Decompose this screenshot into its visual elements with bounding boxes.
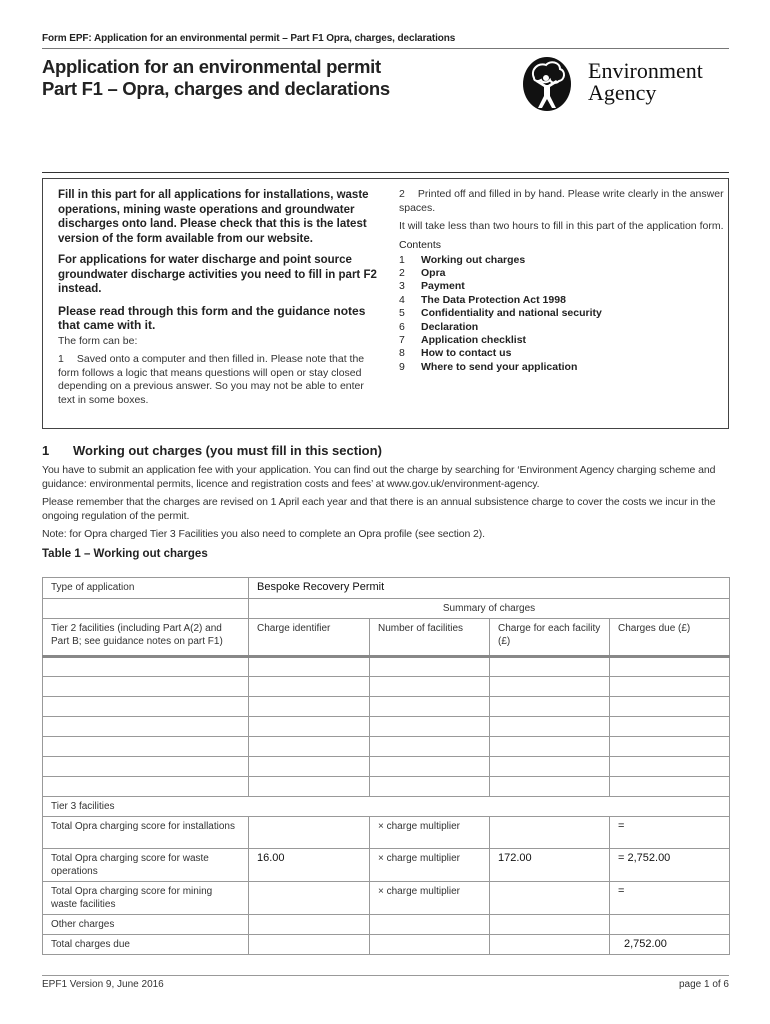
tier2-row bbox=[43, 717, 730, 737]
number-of-facilities-field[interactable] bbox=[370, 777, 490, 797]
charge-identifier-field[interactable] bbox=[249, 737, 370, 757]
tier2-facility-field[interactable] bbox=[43, 757, 249, 777]
charge-identifier-field[interactable] bbox=[249, 677, 370, 697]
contents-item[interactable]: 3 Payment bbox=[399, 280, 465, 293]
number-of-facilities-header: Number of facilities bbox=[370, 619, 490, 657]
intro-water-discharge-note: For applications for water discharge and point source groundwater discharge activities you need to fill in part F2 instead. bbox=[58, 254, 377, 295]
charge-identifier-field[interactable] bbox=[249, 757, 370, 777]
other-charges-label: Other charges bbox=[43, 915, 249, 935]
opra-score-field[interactable]: 16.00 bbox=[249, 849, 370, 882]
tier2-facility-field[interactable] bbox=[43, 737, 249, 757]
title-line-2: Part F1 – Opra, charges and declarations bbox=[42, 78, 390, 99]
footer-divider bbox=[42, 975, 729, 976]
footer-version: EPF1 Version 9, June 2016 bbox=[42, 979, 164, 990]
charge-identifier-field[interactable] bbox=[249, 697, 370, 717]
other-charges-row bbox=[43, 915, 730, 935]
multiplier-operator: × charge multiplier bbox=[370, 817, 490, 849]
number-of-facilities-field[interactable] bbox=[370, 677, 490, 697]
tier2-row bbox=[43, 697, 730, 717]
contents-item[interactable]: 9 Where to send your application bbox=[399, 360, 578, 373]
tier3-header-row bbox=[43, 797, 730, 817]
section-1-note: Note: for Opra charged Tier 3 Facilities you also need to complete an Opra profile (see section 2). bbox=[42, 528, 485, 540]
charges-due-field[interactable] bbox=[610, 757, 730, 777]
tier3-row-installations bbox=[43, 817, 730, 849]
intro-divider bbox=[42, 172, 729, 173]
multiplier-operator: × charge multiplier bbox=[370, 882, 490, 915]
type-of-application-label: Type of application bbox=[43, 578, 249, 599]
charge-each-field[interactable] bbox=[490, 777, 610, 797]
tier2-header: Tier 2 facilities (including Part A(2) and Part B; see guidance notes on part F1) bbox=[43, 619, 249, 657]
contents-item[interactable]: 7 Application checklist bbox=[399, 333, 527, 346]
footer-page-number: page 1 of 6 bbox=[678, 979, 729, 990]
total-charges-label: Total charges due bbox=[43, 935, 249, 955]
charges-due-header: Charges due (£) bbox=[610, 619, 730, 657]
charges-due-field[interactable] bbox=[610, 737, 730, 757]
tier3-row-label: Total Opra charging score for installations bbox=[43, 817, 249, 849]
charges-due-field[interactable] bbox=[610, 677, 730, 697]
charges-due-field[interactable] bbox=[610, 697, 730, 717]
number-of-facilities-field[interactable] bbox=[370, 657, 490, 677]
type-of-application-field[interactable]: Bespoke Recovery Permit bbox=[249, 578, 730, 599]
header-divider bbox=[42, 48, 729, 49]
intro-time-note: It will take less than two hours to fill in this part of the application form. bbox=[399, 220, 724, 232]
tier3-row-label: Total Opra charging score for waste operations bbox=[43, 849, 249, 882]
intro-option-2: 2 Printed off and filled in by hand. Please write clearly in the answer spaces. bbox=[399, 188, 724, 214]
running-head: Form EPF: Application for an environmental permit – Part F1 Opra, charges, declarations bbox=[42, 33, 456, 44]
contents-list bbox=[399, 254, 724, 375]
charge-each-field[interactable] bbox=[490, 757, 610, 777]
tier3-result-field[interactable]: = bbox=[610, 817, 730, 849]
other-charges-field[interactable] bbox=[610, 915, 730, 935]
intro-form-can-be: The form can be: bbox=[58, 334, 138, 347]
contents-heading: Contents bbox=[399, 238, 442, 251]
section-1-body bbox=[42, 464, 732, 547]
contents-item[interactable]: 8 How to contact us bbox=[399, 347, 512, 360]
opra-score-field[interactable] bbox=[249, 817, 370, 849]
tier2-row bbox=[43, 677, 730, 697]
intro-option-1: 1 Saved onto a computer and then filled in. Please note that the form follows a logic that means questions will open or stay closed depending on a previous answer. So you may not be able to enter text in some boxes. bbox=[58, 353, 365, 406]
charge-each-field[interactable] bbox=[490, 677, 610, 697]
working-out-charges-table bbox=[42, 577, 730, 955]
tier2-row bbox=[43, 657, 730, 677]
tier2-facility-field[interactable] bbox=[43, 677, 249, 697]
title-line-1: Application for an environmental permit bbox=[42, 56, 381, 77]
charge-each-header: Charge for each facility (£) bbox=[490, 619, 610, 657]
charge-identifier-header: Charge identifier bbox=[249, 619, 370, 657]
intro-read-guidance: Please read through this form and the guidance notes that came with it. bbox=[58, 303, 366, 332]
table-1-title: Table 1 – Working out charges bbox=[42, 548, 208, 560]
charge-each-field[interactable] bbox=[490, 717, 610, 737]
contents-item[interactable]: 4 The Data Protection Act 1998 bbox=[399, 293, 566, 306]
opra-score-field[interactable] bbox=[249, 882, 370, 915]
tier2-facility-field[interactable] bbox=[43, 697, 249, 717]
intro-applicability: Fill in this part for all applications for installations, waste operations, mining waste operations and groundwater discharges onto land. Please check that this is the latest version of the form available from our website. bbox=[58, 189, 369, 245]
charge-multiplier-field[interactable] bbox=[490, 882, 610, 915]
contents-item[interactable]: 6 Declaration bbox=[399, 320, 479, 333]
tier3-row-mining-waste bbox=[43, 882, 730, 915]
section-1-fee-paragraph: You have to submit an application fee with your application. You can find out the charge by searching for ‘Environment Agency charging scheme and guidance: environmental permits, licence and registration costs and fees’ at www.gov.uk/environment-agency. bbox=[42, 464, 716, 490]
intro-box bbox=[42, 178, 729, 429]
charge-identifier-field[interactable] bbox=[249, 777, 370, 797]
tier2-header-row bbox=[43, 619, 730, 657]
tree-person-logo-icon bbox=[522, 56, 572, 112]
charge-identifier-field[interactable] bbox=[249, 657, 370, 677]
tier3-result-field[interactable]: = 2,752.00 bbox=[610, 849, 730, 882]
section-1-heading: 1 Working out charges (you must fill in this section) bbox=[42, 443, 382, 458]
charges-due-field[interactable] bbox=[610, 717, 730, 737]
total-charges-field[interactable]: 2,752.00 bbox=[610, 935, 730, 955]
contents-item[interactable]: 2 Opra bbox=[399, 266, 446, 279]
contents-item[interactable]: 5 Confidentiality and national security bbox=[399, 307, 602, 320]
tier3-label: Tier 3 facilities bbox=[43, 797, 730, 817]
summary-row bbox=[43, 599, 730, 619]
tier2-row bbox=[43, 777, 730, 797]
tier2-facility-field[interactable] bbox=[43, 777, 249, 797]
tier2-row bbox=[43, 737, 730, 757]
type-of-application-row bbox=[43, 578, 730, 599]
contents-item[interactable]: 1 Working out charges bbox=[399, 253, 526, 266]
number-of-facilities-field[interactable] bbox=[370, 757, 490, 777]
environment-agency-logo bbox=[522, 56, 732, 112]
tier3-row-waste-operations bbox=[43, 849, 730, 882]
charge-each-field[interactable] bbox=[490, 737, 610, 757]
total-charges-row bbox=[43, 935, 730, 955]
tier3-result-field[interactable]: = bbox=[610, 882, 730, 915]
charge-multiplier-field[interactable] bbox=[490, 817, 610, 849]
charge-each-field[interactable] bbox=[490, 657, 610, 677]
charge-identifier-field[interactable] bbox=[249, 717, 370, 737]
intro-right-column bbox=[399, 188, 724, 374]
intro-left-column bbox=[58, 188, 383, 412]
tier2-row bbox=[43, 757, 730, 777]
charge-multiplier-field[interactable]: 172.00 bbox=[490, 849, 610, 882]
section-1-revision-paragraph: Please remember that the charges are revised on 1 April each year and that there is an annual subsistence charge to cover the costs we incur in the ongoing regulation of the permit. bbox=[42, 496, 716, 522]
tier2-facility-field[interactable] bbox=[43, 717, 249, 737]
number-of-facilities-field[interactable] bbox=[370, 717, 490, 737]
logo-wordmark: Environment Agency bbox=[588, 58, 703, 105]
multiplier-operator: × charge multiplier bbox=[370, 849, 490, 882]
number-of-facilities-field[interactable] bbox=[370, 737, 490, 757]
tier2-facility-field[interactable] bbox=[43, 657, 249, 677]
page-title bbox=[42, 56, 390, 100]
charge-each-field[interactable] bbox=[490, 697, 610, 717]
tier3-row-label: Total Opra charging score for mining waste facilities bbox=[43, 882, 249, 915]
charges-due-field[interactable] bbox=[610, 657, 730, 677]
number-of-facilities-field[interactable] bbox=[370, 697, 490, 717]
summary-of-charges-label: Summary of charges bbox=[249, 599, 730, 619]
charges-due-field[interactable] bbox=[610, 777, 730, 797]
